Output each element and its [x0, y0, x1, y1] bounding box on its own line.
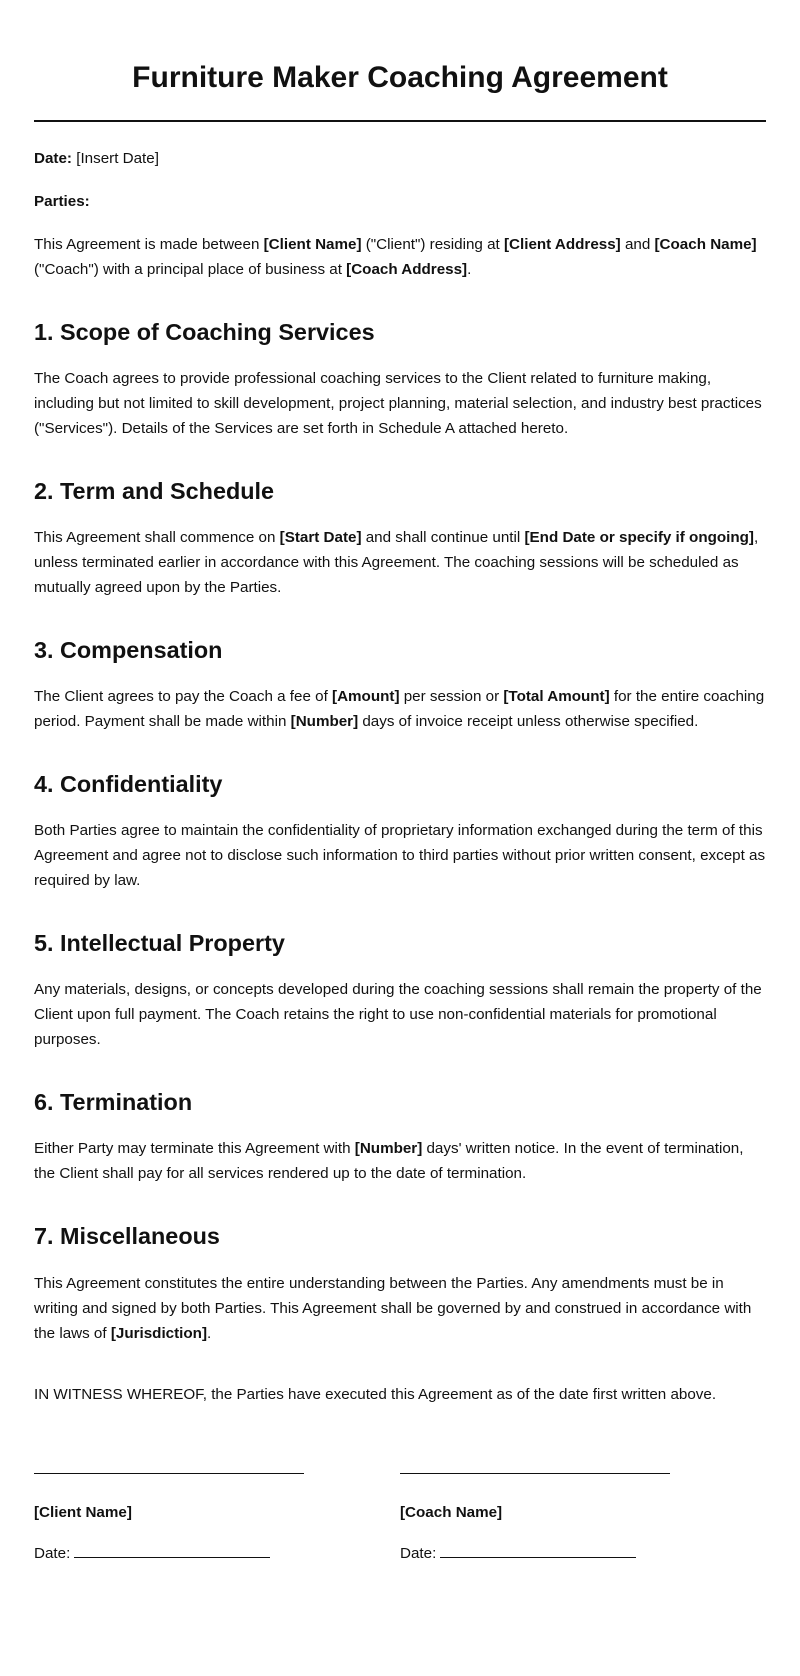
text-run: The Client agrees to pay the Coach a fee of [34, 688, 333, 706]
client-signature-name: [Client Name] [34, 1503, 132, 1521]
section-heading-compensation: 3. Compensation [34, 637, 223, 664]
total-amount-placeholder: [Total Amount] [503, 688, 610, 706]
section-text-compensation [34, 684, 766, 734]
text-run: ("Client") residing at [361, 236, 504, 253]
text-run: for the entire coaching period. Payment shall be made within [34, 688, 765, 731]
coach-date-blank[interactable] [440, 1541, 636, 1558]
jurisdiction-placeholder: [Jurisdiction] [110, 1324, 208, 1342]
section-heading-termination: 6. Termination [34, 1089, 193, 1116]
text-run: per session or [399, 688, 504, 706]
text-run: days' written notice. In the event of termination, the Client shall pay for all services rendered up to the date of termination. [34, 1140, 744, 1183]
parties-heading-text: Parties: [34, 193, 90, 210]
coach-name-placeholder: [Coach Name] [654, 236, 757, 253]
section-text-confidentiality: Both Parties agree to maintain the confidentiality of proprietary information exchanged during the term of this Agreement and agree not to disclose such information to third parties without prior written consent, except as required by law. [34, 822, 766, 890]
section-heading-confidentiality: 4. Confidentiality [34, 771, 223, 798]
client-signature-date [34, 1541, 400, 1566]
parties-paragraph [34, 232, 766, 282]
client-signature-line[interactable] [34, 1473, 304, 1474]
section-heading-scope: 1. Scope of Coaching Services [34, 319, 375, 345]
client-signature [34, 1473, 400, 1566]
text-run: . [467, 261, 472, 278]
section-text-ip: Any materials, designs, or concepts developed during the coaching sessions shall remain the property of the Client upon full payment. The Coach retains the right to use non-confidential materials for promotional purposes. [34, 981, 762, 1049]
coach-signature-line[interactable] [400, 1473, 670, 1474]
coach-signature-date [400, 1541, 766, 1566]
section-text-scope: The Coach agrees to provide professional coaching services to the Client related to furniture making, including but not limited to skill development, project planning, material selection, and industry best practices ("Services"). Details of the Services are set forth in Schedule A attached hereto. [34, 370, 762, 438]
section-text-term [34, 525, 766, 600]
section-text-termination [34, 1136, 766, 1186]
client-address-placeholder: [Client Address] [503, 236, 621, 253]
coach-signature-name: [Coach Name] [400, 1503, 503, 1521]
date-line [34, 146, 766, 171]
section-text-misc [34, 1271, 766, 1346]
client-date-blank[interactable] [74, 1541, 270, 1558]
end-date-placeholder: [End Date or specify if ongoing] [524, 529, 754, 547]
coach-address-placeholder: [Coach Address] [346, 261, 468, 278]
text-run: , unless terminated earlier in accordance with this Agreement. The coaching sessions will be scheduled as mutually agreed upon by the Parties. [34, 529, 759, 597]
text-run: and shall continue until [361, 529, 525, 547]
coach-signature [400, 1473, 766, 1566]
document-title: Furniture Maker Coaching Agreement [132, 61, 668, 94]
text-run: Either Party may terminate this Agreement with [34, 1140, 355, 1158]
signature-block [34, 1473, 766, 1566]
section-heading-misc: 7. Miscellaneous [34, 1223, 220, 1250]
number-placeholder: [Number] [354, 1140, 423, 1158]
text-run: This Agreement is made between [34, 236, 264, 253]
start-date-placeholder: [Start Date] [279, 529, 362, 547]
witness-statement: IN WITNESS WHEREOF, the Parties have executed this Agreement as of the date first written above. [34, 1385, 717, 1403]
number-placeholder: [Number] [290, 713, 359, 731]
amount-placeholder: [Amount] [332, 688, 400, 706]
date-value: [Insert Date] [76, 150, 159, 167]
text-run: and [620, 236, 655, 253]
parties-heading [34, 189, 766, 214]
section-heading-term: 2. Term and Schedule [34, 478, 275, 505]
date-label: Date: [400, 1544, 437, 1562]
title-divider [34, 120, 766, 122]
text-run: ("Coach") with a principal place of business at [34, 261, 347, 278]
text-run: days of invoice receipt unless otherwise specified. [358, 713, 699, 731]
text-run: This Agreement constitutes the entire understanding between the Parties. Any amendments must be in writing and signed by both Parties. This Agreement shall be governed by and construed in accordance with the laws of [34, 1274, 752, 1342]
text-run: This Agreement shall commence on [34, 529, 280, 547]
date-label: Date: [34, 150, 72, 167]
text-run: . [207, 1324, 212, 1342]
client-name-placeholder: [Client Name] [263, 236, 362, 253]
date-label: Date: [34, 1544, 71, 1562]
section-heading-ip: 5. Intellectual Property [34, 930, 285, 957]
